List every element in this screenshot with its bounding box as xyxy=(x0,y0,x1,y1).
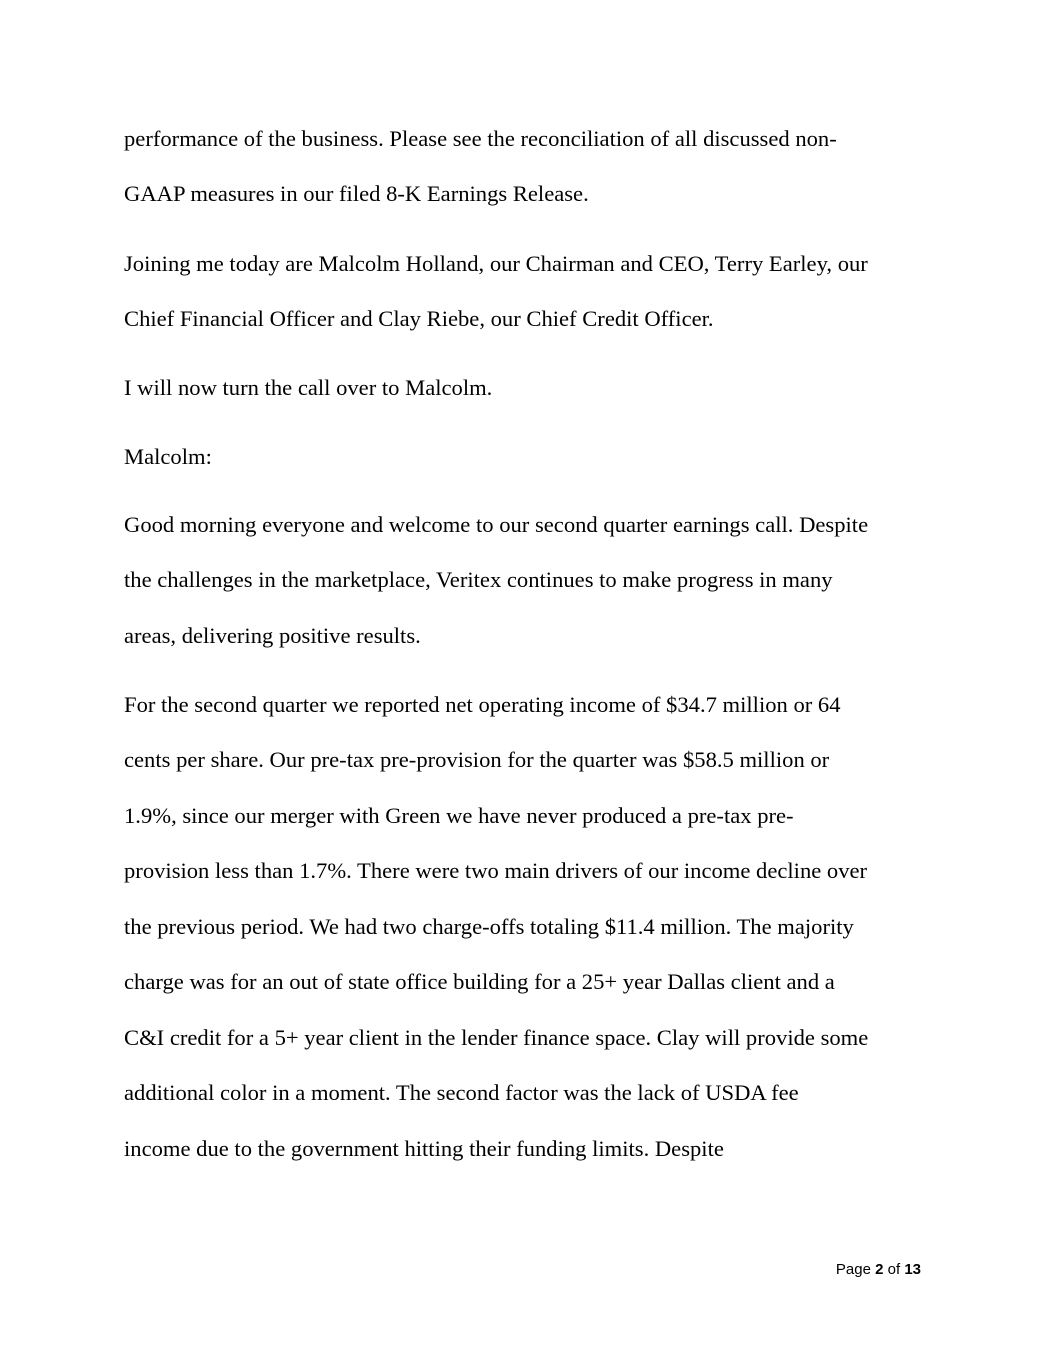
body-text-line: GAAP measures in our filed 8-K Earnings Release. xyxy=(124,181,589,206)
page-number-footer xyxy=(836,1259,921,1281)
body-text-line: cents per share. Our pre-tax pre-provision for the quarter was $58.5 million or xyxy=(124,747,830,772)
body-text-line: Good morning everyone and welcome to our second quarter earnings call. Despite xyxy=(124,512,869,537)
body-text-line: provision less than 1.7%. There were two main drivers of our income decline over xyxy=(124,858,868,883)
page-label: Page xyxy=(835,1261,871,1278)
body-text-line: the challenges in the marketplace, Veritex continues to make progress in many xyxy=(124,567,833,592)
body-text-line: additional color in a moment. The second factor was the lack of USDA fee xyxy=(124,1080,799,1105)
speaker-label: Malcolm: xyxy=(124,444,212,469)
body-text-line: the previous period. We had two charge-offs totaling $11.4 million. The majority xyxy=(124,914,854,939)
body-text-line: Joining me today are Malcolm Holland, our Chairman and CEO, Terry Earley, our xyxy=(124,251,868,276)
body-text-line: Chief Financial Officer and Clay Riebe, our Chief Credit Officer. xyxy=(124,306,714,331)
body-text-line: For the second quarter we reported net operating income of $34.7 million or 64 xyxy=(124,692,841,717)
body-text-line: C&I credit for a 5+ year client in the lender finance space. Clay will provide some xyxy=(124,1025,869,1050)
current-page-number: 2 xyxy=(875,1261,884,1278)
body-text-line: I will now turn the call over to Malcolm. xyxy=(124,375,493,400)
body-text-line: performance of the business. Please see the reconciliation of all discussed non- xyxy=(124,126,837,151)
body-text-line: 1.9%, since our merger with Green we have never produced a pre-tax pre- xyxy=(124,803,794,828)
total-pages-number: 13 xyxy=(904,1261,921,1278)
body-text-line: charge was for an out of state office building for a 25+ year Dallas client and a xyxy=(124,969,835,994)
body-text-line: areas, delivering positive results. xyxy=(124,623,421,648)
body-text-line: income due to the government hitting their funding limits. Despite xyxy=(124,1136,724,1161)
of-label: of xyxy=(887,1261,901,1278)
